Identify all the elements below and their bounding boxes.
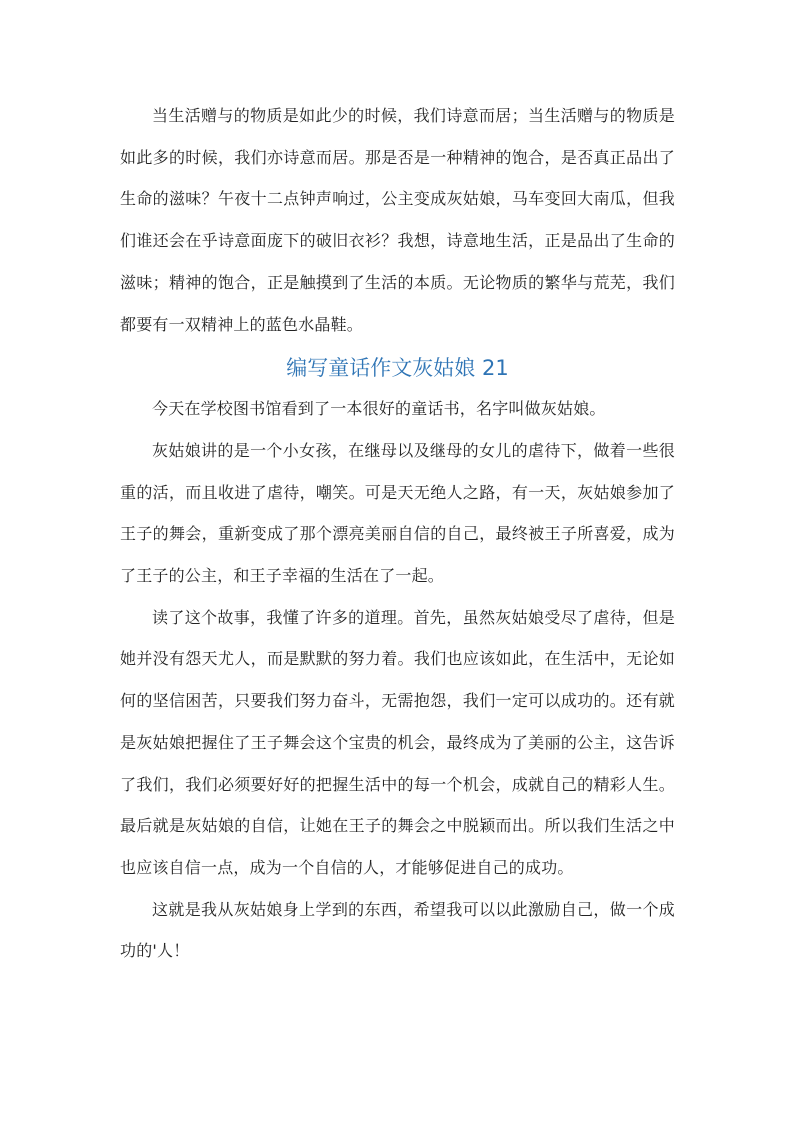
body-paragraph: 今天在学校图书馆看到了一本很好的童话书，名字叫做灰姑娘。: [152, 399, 606, 419]
body-paragraph: 灰姑娘讲的是一个小女孩，在继母以及继母的女儿的虐待下，做着一些很重的活，而且收进了虐待，嘲笑。可是天无绝人之路，有一天，灰姑娘参加了王子的舞会，重新变成了那个漂亮美丽自信的自己，最终被王子所喜爱，成为了王子的公主，和王子幸福的生活在了一起。: [120, 440, 675, 586]
section-title: 编写童话作文灰姑娘 21: [286, 356, 509, 381]
document-page: [120, 95, 675, 972]
body-paragraph: 这就是我从灰姑娘身上学到的东西，希望我可以以此激励自己，做一个成功的'人！: [120, 899, 675, 961]
body-paragraph: 读了这个故事，我懂了许多的道理。首先，虽然灰姑娘受尽了虐待，但是她并没有怨天尤人，而是默默的努力着。我们也应该如此，在生活中，无论如何的坚信困苦，只要我们努力奋斗，无需抱怨，我们一定可以成功的。还有就是灰姑娘把握住了王子舞会这个宝贵的机会，最终成为了美丽的公主，这告诉了我们，我们必须要好好的把握生活中的每一个机会，成就自己的精彩人生。最后就是灰姑娘的自信，让她在王子的舞会之中脱颖而出。所以我们生活之中也应该自信一点，成为一个自信的人，才能够促进自己的成功。: [120, 607, 675, 877]
body-paragraph: 当生活赠与的物质是如此少的时候，我们诗意而居；当生活赠与的物质是如此多的时候，我们亦诗意而居。那是否是一种精神的饱合，是否真正品出了生命的滋味？午夜十二点钟声响过，公主变成灰姑娘，马车变回大南瓜，但我们谁还会在乎诗意面庞下的破旧衣衫？我想，诗意地生活，正是品出了生命的滋味；精神的饱合，正是触摸到了生活的本质。无论物质的繁华与荒芜，我们都要有一双精神上的蓝色水晶鞋。: [120, 106, 675, 334]
